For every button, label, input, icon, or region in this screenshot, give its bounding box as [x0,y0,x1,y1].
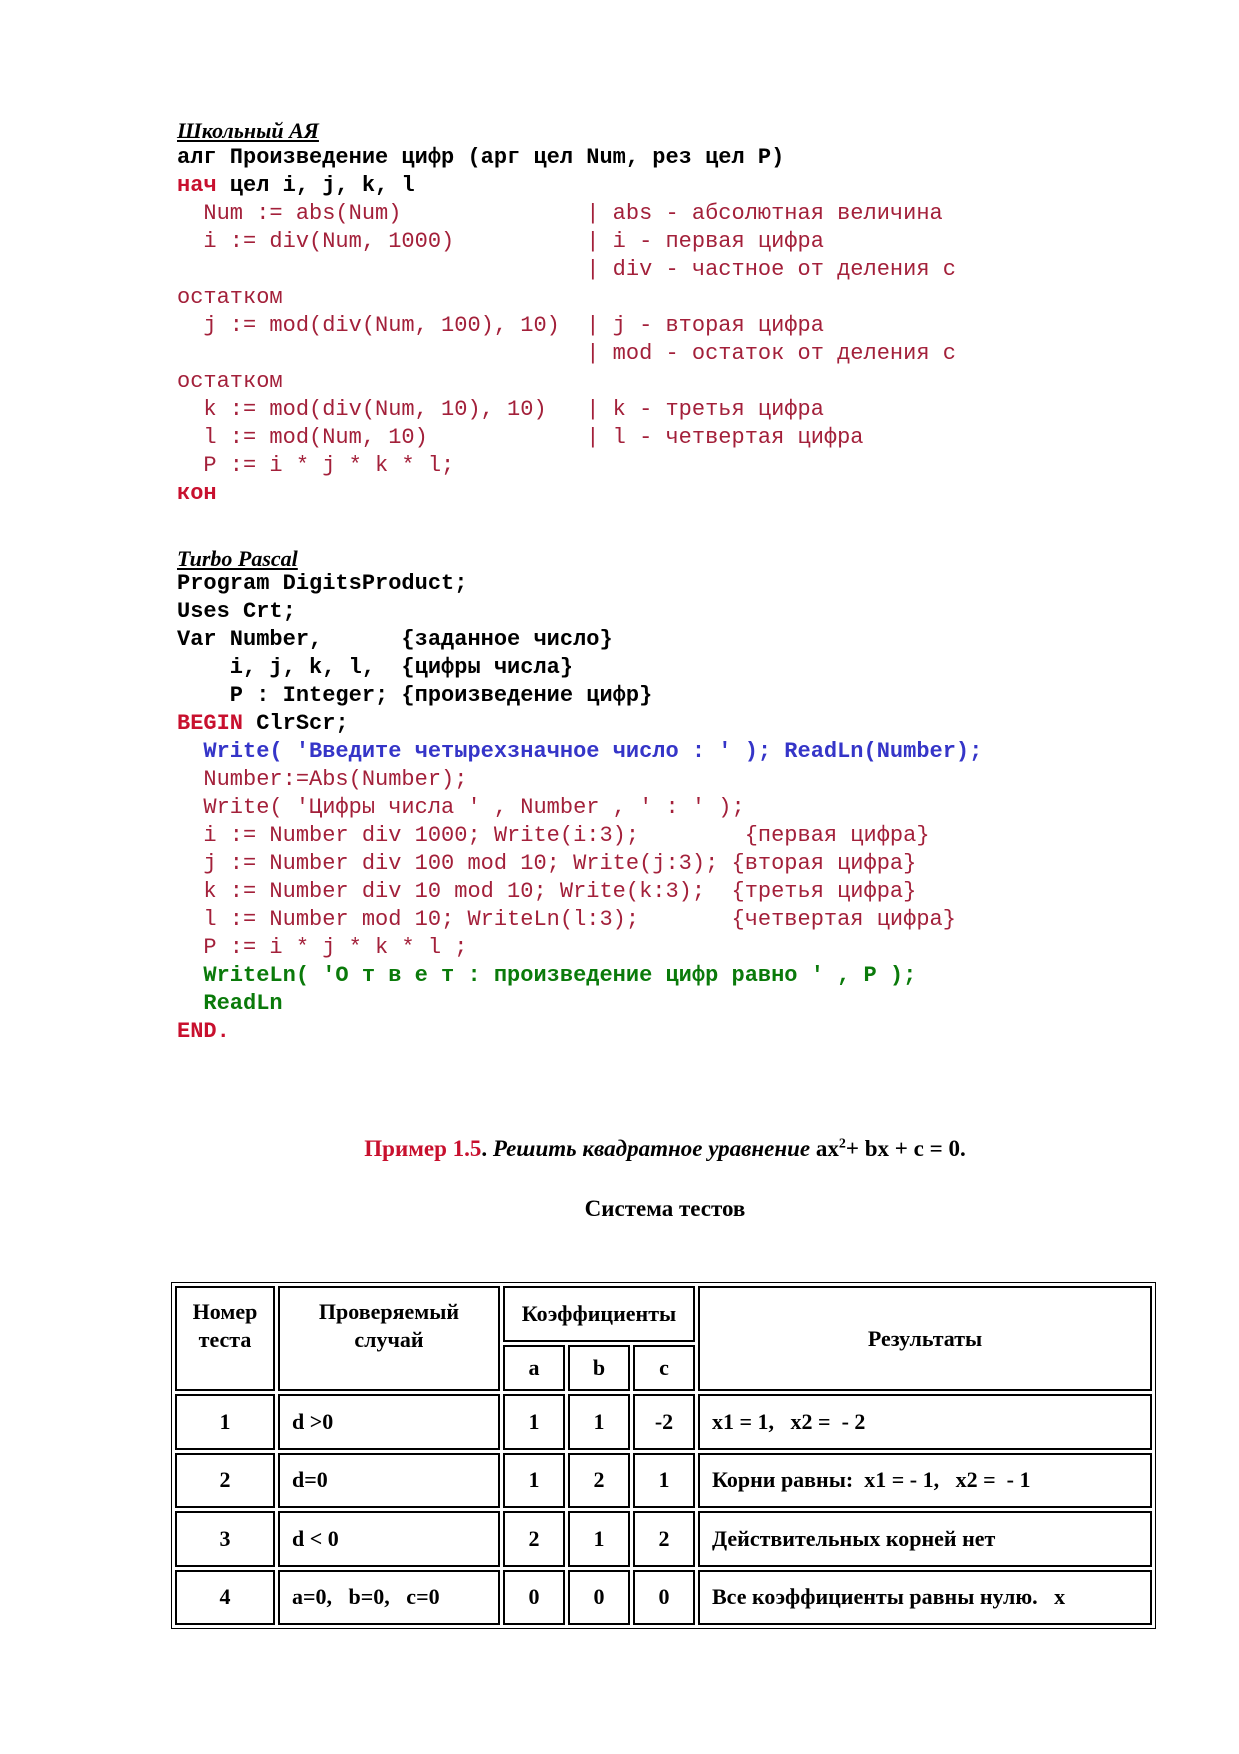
code-token: ClrScr; [243,711,349,736]
code-line [177,452,956,480]
code-line [177,256,956,284]
equation-exponent: 2 [838,1136,846,1152]
code-line [177,878,982,906]
code-line [177,822,982,850]
cell-case: d >0 [278,1394,500,1450]
code-line [177,368,956,396]
cell-coef-a: 2 [503,1511,565,1567]
code-line [177,200,956,228]
code-token: Number:=Abs(Number); [177,767,468,792]
cell-result: Все коэффициенты равны нулю. x [698,1570,1152,1626]
cell-case: a=0, b=0, c=0 [278,1570,500,1626]
cell-coef-c: 0 [633,1570,695,1626]
code-token: | mod - остаток от деления с [177,341,956,366]
code-line [177,794,982,822]
code-line [177,766,982,794]
cell-coef-a: 1 [503,1394,565,1450]
code-line [177,284,956,312]
code-token: | div - частное от деления с [177,257,956,282]
code-line [177,228,956,256]
code-line [177,906,982,934]
code-line [177,396,956,424]
equation-rest: + bx + c = 0. [845,1136,966,1161]
code-line [177,626,982,654]
code-line [177,172,956,200]
table-row [175,1453,1152,1509]
code-line [177,962,982,990]
code-token: l := mod(Num, 10) | l - четвертая цифра [177,425,864,450]
cell-coef-c: 1 [633,1453,695,1509]
header-coefficients: Коэффициенты [503,1286,695,1342]
code-token: i, j, k, l, {цифры числа} [177,655,574,680]
code-line [177,312,956,340]
cell-coef-a: 1 [503,1453,565,1509]
code-token: END. [177,1019,230,1044]
cell-coef-b: 0 [568,1570,630,1626]
code-token: Write( 'Цифры числа ' , Number , ' : ' ); [177,795,745,820]
code-token: Write( 'Введите четырехзначное число : ' ); ReadLn(Number); [177,739,983,764]
code-token: i := Number div 1000; Write(i:3); {первая цифра} [177,823,930,848]
code-token: ReadLn [177,991,283,1016]
code-token: нач [177,173,217,198]
example-heading [0,1136,1239,1162]
code-token: остатком [177,285,283,310]
header-coef-b: b [568,1345,630,1391]
code-token: алг Произведение цифр (арг цел Num, рез цел P) [177,145,785,170]
code-block-pascal [177,570,982,1046]
code-line [177,738,982,766]
code-token: l := Number mod 10; WriteLn(l:3); {четвертая цифра} [177,907,956,932]
code-token: i := div(Num, 1000) | i - первая цифра [177,229,824,254]
code-line [177,570,982,598]
equation-part-a: ax [815,1136,839,1161]
header-results: Результаты [698,1286,1152,1391]
code-line [177,340,956,368]
code-token: k := mod(div(Num, 10), 10) | k - третья цифра [177,397,824,422]
cell-case: d < 0 [278,1511,500,1567]
code-token: цел i, j, k, l [216,173,415,198]
cell-coef-a: 0 [503,1570,565,1626]
code-token: P := i * j * k * l ; [177,935,468,960]
table-row [175,1570,1152,1626]
cell-coef-b: 1 [568,1394,630,1450]
tests-table [171,1282,1156,1629]
header-test-number: Номер теста [175,1286,275,1391]
code-token: кон [177,481,217,506]
example-label: Пример 1.5 [364,1136,482,1161]
cell-coef-c: -2 [633,1394,695,1450]
header-coef-c: c [633,1345,695,1391]
cell-coef-b: 2 [568,1453,630,1509]
code-token: j := Number div 100 mod 10; Write(j:3); {вторая цифра} [177,851,917,876]
code-block-school [177,144,956,508]
code-line [177,480,956,508]
code-token: k := Number div 10 mod 10; Write(k:3); {третья цифра} [177,879,917,904]
code-line [177,424,956,452]
code-token: Var Number, {заданное число} [177,627,613,652]
cell-test-number: 2 [175,1453,275,1509]
code-line [177,934,982,962]
code-line [177,1018,982,1046]
code-token: BEGIN [177,711,244,736]
code-token: P := i * j * k * l; [177,453,455,478]
code-line [177,682,982,710]
code-line [177,990,982,1018]
code-line [177,654,982,682]
table-row [175,1511,1152,1567]
cell-result: Действительных корней нет [698,1511,1152,1567]
section-school-title: Школьный АЯ [177,118,319,143]
cell-test-number: 1 [175,1394,275,1450]
code-token: остатком [177,369,283,394]
example-task: Решить квадратное уравнение [487,1136,816,1161]
cell-result: x1 = 1, x2 = - 2 [698,1394,1152,1450]
code-token: Uses Crt; [177,599,296,624]
cell-result: Корни равны: x1 = - 1, x2 = - 1 [698,1453,1152,1509]
table-title: Система тестов [584,1196,746,1221]
example-dot: . [481,1136,488,1161]
code-token: Program DigitsProduct; [177,571,468,596]
cell-test-number: 3 [175,1511,275,1567]
code-token: Num := abs(Num) | abs - абсолютная величина [177,201,943,226]
cell-coef-c: 2 [633,1511,695,1567]
code-line [177,598,982,626]
cell-test-number: 4 [175,1570,275,1626]
table-row [175,1394,1152,1450]
code-token: WriteLn( 'О т в е т : произведение цифр равно ' , P ); [177,963,917,988]
header-checked-case: Проверяемый случай [278,1286,500,1391]
cell-coef-b: 1 [568,1511,630,1567]
code-token: P : Integer; {произведение цифр} [177,683,653,708]
code-line [177,144,956,172]
header-coef-a: a [503,1345,565,1391]
code-line [177,850,982,878]
section-pascal-title: Turbo Pascal [177,546,298,571]
code-line [177,710,982,738]
cell-case: d=0 [278,1453,500,1509]
code-token: j := mod(div(Num, 100), 10) | j - вторая цифра [177,313,824,338]
